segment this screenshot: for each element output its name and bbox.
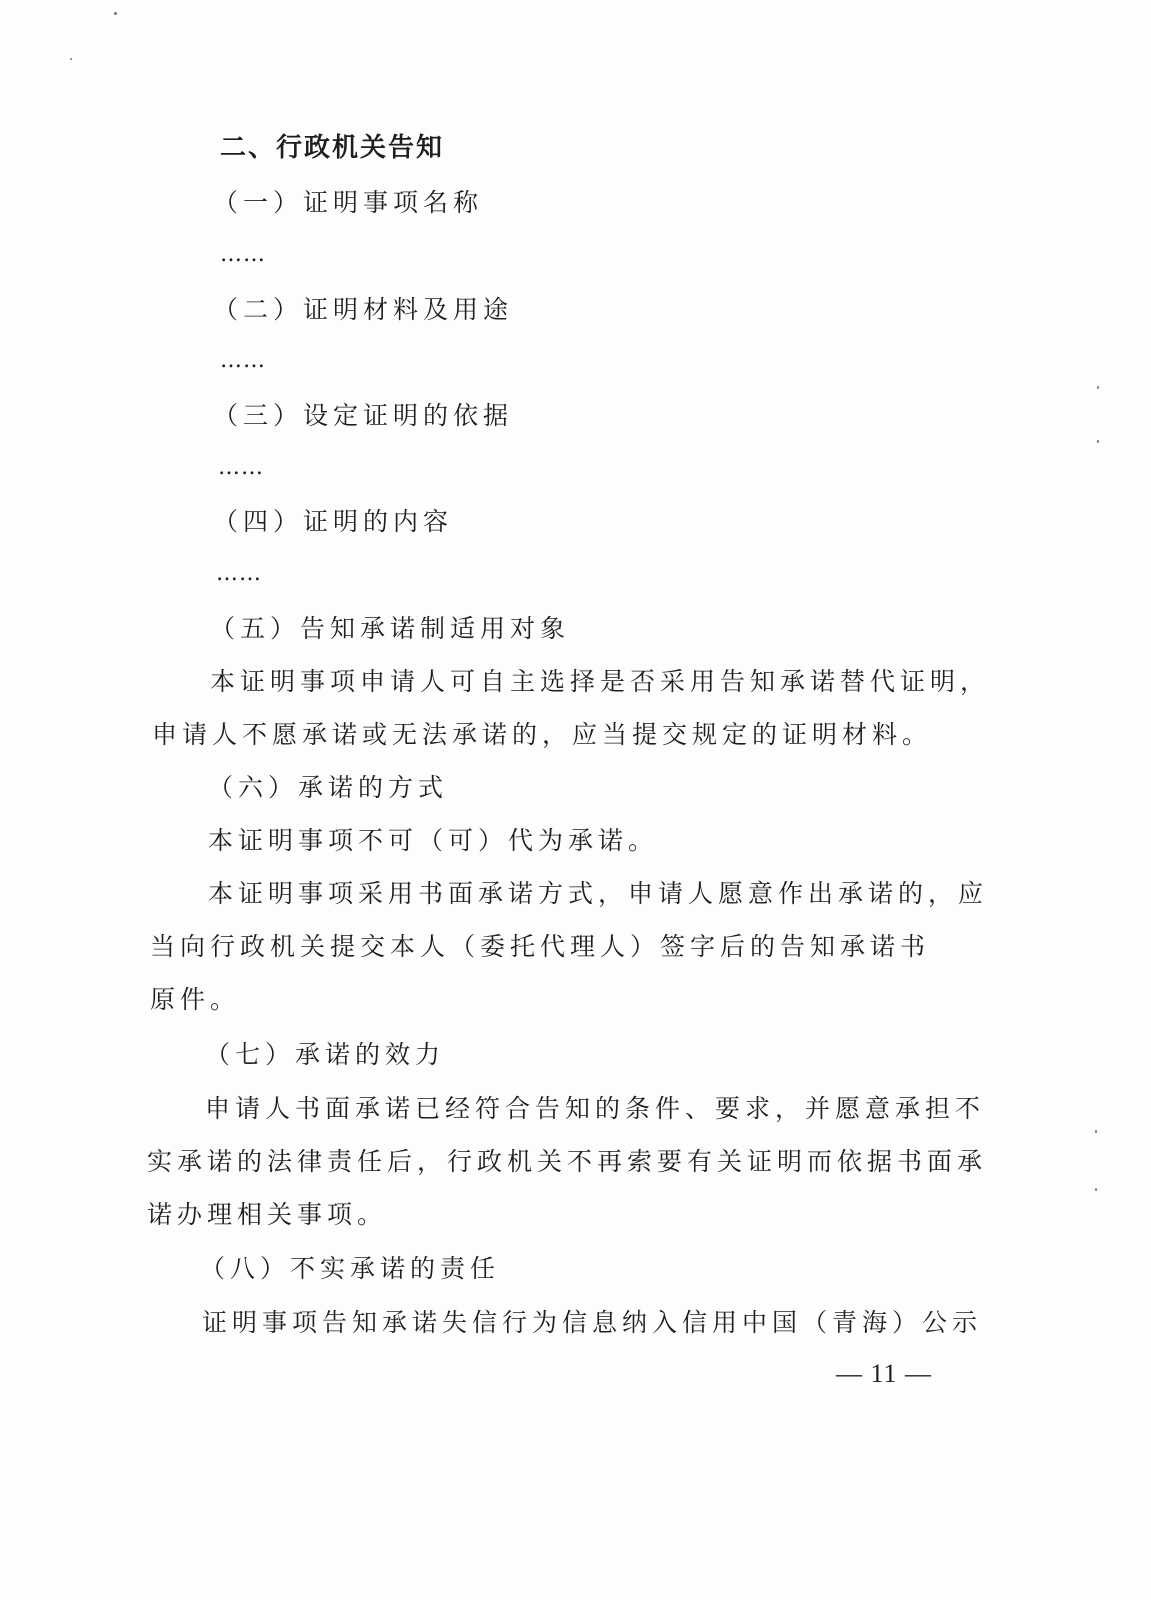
item-3-body: …… (218, 455, 264, 480)
item-8-body-line-1: 证明事项告知承诺失信行为信息纳入信用中国（青海）公示 (202, 1308, 983, 1337)
item-5-title: （五）告知承诺制适用对象 (210, 614, 571, 643)
item-2-title: （二）证明材料及用途 (213, 295, 514, 324)
scan-speck (1095, 1130, 1097, 1133)
item-4-body: …… (216, 561, 262, 586)
item-6-body-p1: 本证明事项不可（可）代为承诺。 (208, 826, 659, 855)
scan-speck (70, 58, 72, 60)
scan-speck (1095, 1188, 1097, 1191)
scan-speck (114, 12, 117, 15)
scan-speck (1097, 386, 1099, 389)
item-1-body: …… (220, 242, 266, 267)
scan-speck (1097, 440, 1099, 443)
item-7-title: （七）承诺的效力 (205, 1040, 446, 1069)
item-7-body-line-3: 诺办理相关事项。 (147, 1200, 388, 1229)
item-4-title: （四）证明的内容 (213, 507, 454, 536)
item-7-body-line-2: 实承诺的法律责任后，行政机关不再索要有关证明而依据书面承 (147, 1147, 988, 1176)
page-number: — 11 — (836, 1359, 933, 1388)
item-1-title: （一）证明事项名称 (213, 188, 484, 217)
item-6-body-p2-line-2: 当向行政机关提交本人（委托代理人）签字后的告知承诺书 (150, 932, 931, 961)
item-8-title: （八）不实承诺的责任 (200, 1254, 501, 1283)
item-5-body-line-2: 申请人不愿承诺或无法承诺的，应当提交规定的证明材料。 (152, 720, 933, 749)
item-3-title: （三）设定证明的依据 (213, 401, 514, 430)
item-2-body: …… (220, 348, 266, 373)
item-5-body-line-1: 本证明事项申请人可自主选择是否采用告知承诺替代证明， (210, 667, 991, 696)
section-heading: 二、行政机关告知 (220, 133, 445, 163)
item-6-body-p2-line-1: 本证明事项采用书面承诺方式，申请人愿意作出承诺的，应 (208, 879, 989, 908)
item-6-title: （六）承诺的方式 (208, 773, 449, 802)
item-7-body-line-1: 申请人书面承诺已经符合告知的条件、要求，并愿意承担不 (205, 1094, 986, 1123)
item-6-body-p2-line-3: 原件。 (150, 985, 241, 1014)
